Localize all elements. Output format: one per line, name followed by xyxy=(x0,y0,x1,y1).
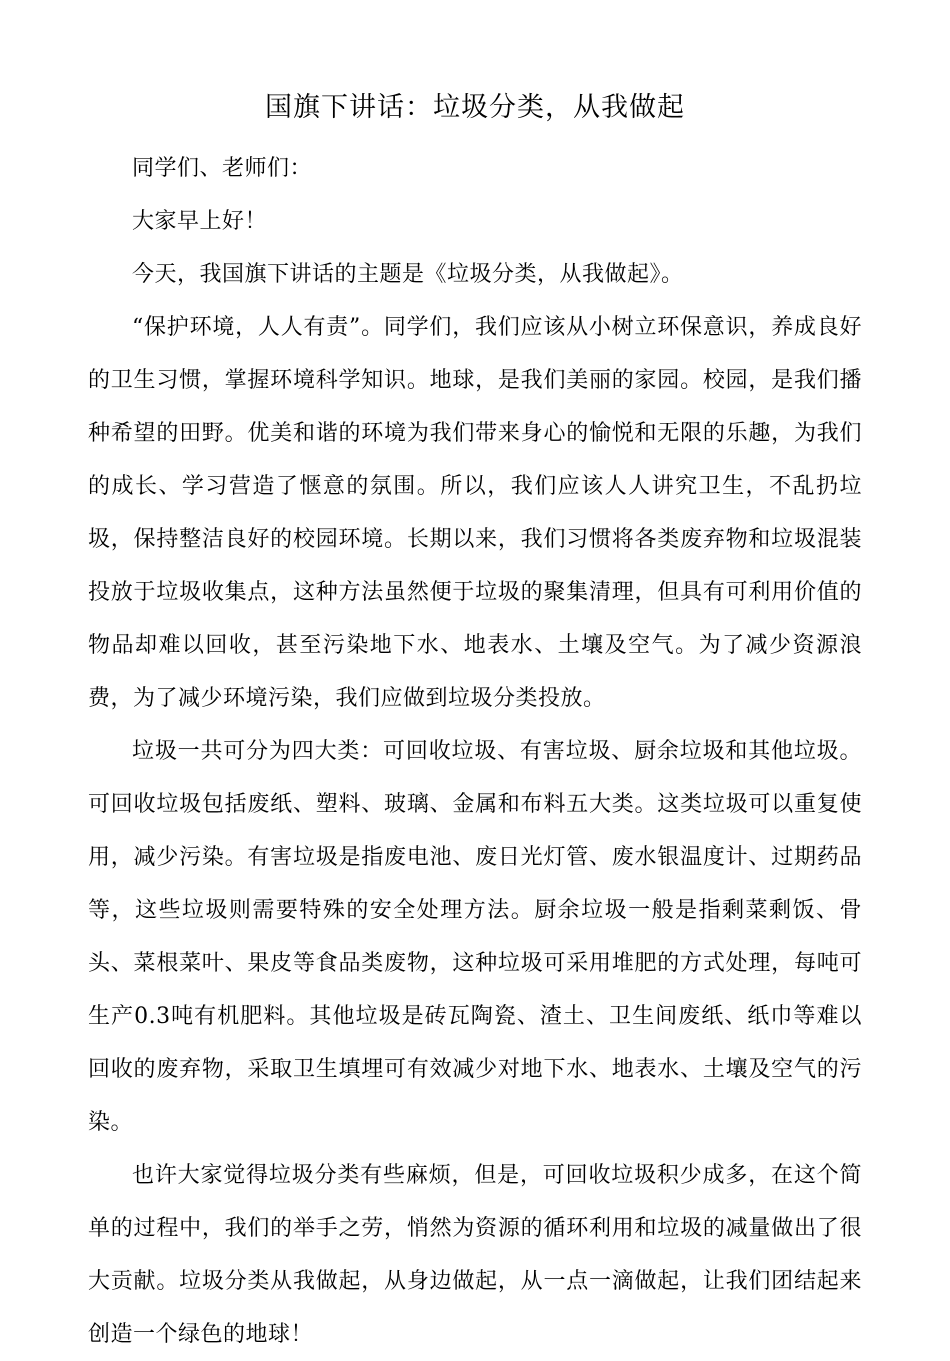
document-title: 国旗下讲话：垃圾分类，从我做起 xyxy=(265,92,685,123)
paragraph-greeting: 同学们、老师们： xyxy=(132,156,313,181)
paragraph-protect-environment: “保护环境，人人有责”。同学们，我们应该从小树立环保意识，养成良好的卫生习惯，掌握环境科学知识。地球，是我们美丽的家园。校园，是我们播种希望的田野。优美和谐的环境为我们带来身心的愉悦和无限的乐趣，为我们的成长、学习营造了惬意的氛围。所以，我们应该人人讲究卫生，不乱扔垃圾，保持整洁良好的校园环境。长期以来，我们习惯将各类废弃物和垃圾混装投放于垃圾收集点，这种方法虽然便于垃圾的聚集清理，但具有可利用价值的物品却难以回收，甚至污染地下水、地表水、土壤及空气。为了减少资源浪费，为了减少环境污染，我们应做到垃圾分类投放。 xyxy=(88,315,862,711)
paragraph-good-morning: 大家早上好！ xyxy=(132,209,268,234)
paragraph-conclusion: 也许大家觉得垃圾分类有些麻烦，但是，可回收垃圾积少成多，在这个简单的过程中，我们的举手之劳，悄然为资源的循环利用和垃圾的减量做出了很大贡献。垃圾分类从我做起，从身边做起，从一点一滴做起，让我们团结起来创造一个绿色的地球！ xyxy=(88,1163,862,1347)
paragraph-topic: 今天，我国旗下讲话的主题是《垃圾分类，从我做起》。 xyxy=(132,262,684,287)
paragraph-garbage-categories: 垃圾一共可分为四大类：可回收垃圾、有害垃圾、厨余垃圾和其他垃圾。可回收垃圾包括废纸、塑料、玻璃、金属和布料五大类。这类垃圾可以重复使用，减少污染。有害垃圾是指废电池、废日光灯管、废水银温度计、过期药品等，这些垃圾则需要特殊的安全处理方法。厨余垃圾一般是指剩菜剩饭、骨头、菜根菜叶、果皮等食品类废物，这种垃圾可采用堆肥的方式处理，每吨可生产0.3吨有机肥料。其他垃圾是砖瓦陶瓷、渣土、卫生间废纸、纸巾等难以回收的废弃物，采取卫生填埋可有效减少对地下水、地表水、土壤及空气的污染。 xyxy=(88,739,862,1135)
